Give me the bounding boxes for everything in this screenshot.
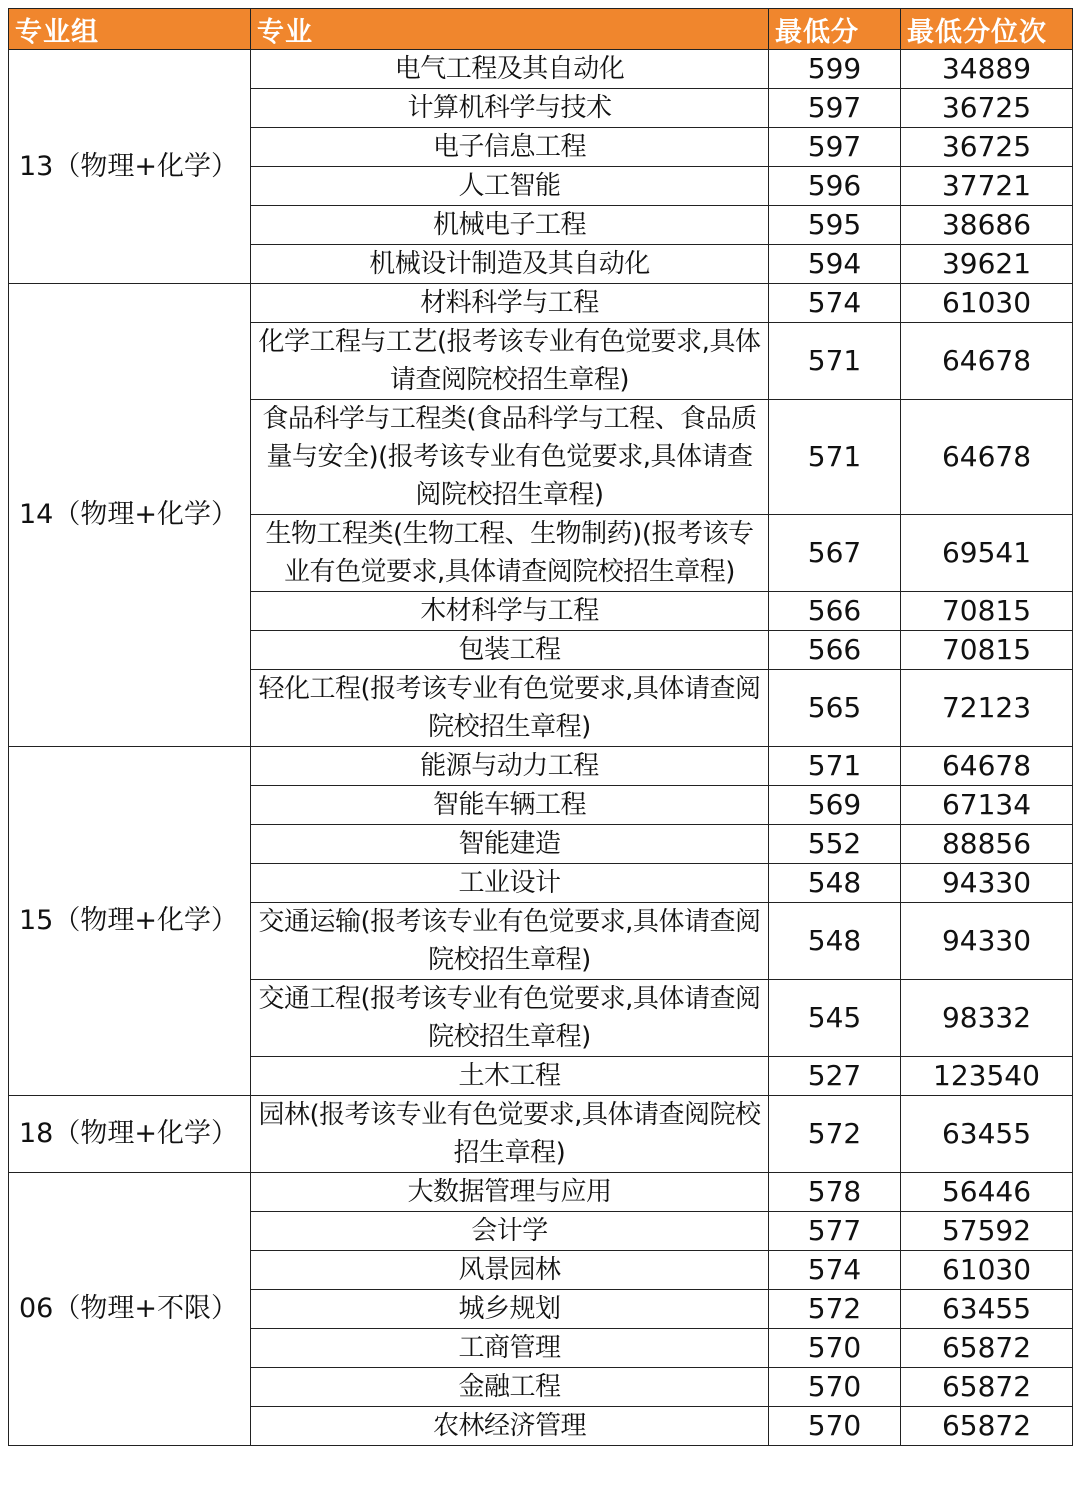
major-cell: 大数据管理与应用 xyxy=(251,1173,769,1212)
min-score-cell: 597 xyxy=(769,89,901,128)
major-cell: 园林(报考该专业有色觉要求,具体请查阅院校招生章程) xyxy=(251,1096,769,1173)
major-cell: 食品科学与工程类(食品科学与工程、食品质量与安全)(报考该专业有色觉要求,具体请查阅院校招生章程) xyxy=(251,400,769,515)
group-cell: 15（物理+化学） xyxy=(9,747,251,1096)
major-cell: 智能车辆工程 xyxy=(251,786,769,825)
min-score-cell: 570 xyxy=(769,1329,901,1368)
major-cell: 人工智能 xyxy=(251,167,769,206)
major-cell: 交通工程(报考该专业有色觉要求,具体请查阅院校招生章程) xyxy=(251,980,769,1057)
min-rank-cell: 64678 xyxy=(901,747,1073,786)
min-rank-cell: 70815 xyxy=(901,631,1073,670)
min-score-cell: 596 xyxy=(769,167,901,206)
min-score-cell: 567 xyxy=(769,515,901,592)
major-cell: 工业设计 xyxy=(251,864,769,903)
min-score-cell: 527 xyxy=(769,1057,901,1096)
table-row xyxy=(9,747,1073,786)
min-rank-cell: 64678 xyxy=(901,400,1073,515)
min-score-cell: 578 xyxy=(769,1173,901,1212)
min-rank-cell: 88856 xyxy=(901,825,1073,864)
min-rank-cell: 63455 xyxy=(901,1290,1073,1329)
major-cell: 能源与动力工程 xyxy=(251,747,769,786)
min-score-cell: 548 xyxy=(769,903,901,980)
min-rank-cell: 67134 xyxy=(901,786,1073,825)
min-rank-cell: 65872 xyxy=(901,1368,1073,1407)
min-rank-cell: 94330 xyxy=(901,864,1073,903)
group-cell: 06（物理+不限） xyxy=(9,1173,251,1446)
major-cell: 轻化工程(报考该专业有色觉要求,具体请查阅院校招生章程) xyxy=(251,670,769,747)
group-cell: 14（物理+化学） xyxy=(9,284,251,747)
min-score-cell: 548 xyxy=(769,864,901,903)
min-rank-cell: 98332 xyxy=(901,980,1073,1057)
header-row xyxy=(9,9,1073,50)
table-header xyxy=(9,9,1073,50)
table-row xyxy=(9,284,1073,323)
min-score-cell: 565 xyxy=(769,670,901,747)
min-score-cell: 594 xyxy=(769,245,901,284)
table-row xyxy=(9,1173,1073,1212)
major-cell: 土木工程 xyxy=(251,1057,769,1096)
min-score-cell: 569 xyxy=(769,786,901,825)
major-cell: 生物工程类(生物工程、生物制药)(报考该专业有色觉要求,具体请查阅院校招生章程) xyxy=(251,515,769,592)
min-score-cell: 552 xyxy=(769,825,901,864)
min-rank-cell: 38686 xyxy=(901,206,1073,245)
major-cell: 木材科学与工程 xyxy=(251,592,769,631)
min-rank-cell: 70815 xyxy=(901,592,1073,631)
major-cell: 金融工程 xyxy=(251,1368,769,1407)
min-score-cell: 572 xyxy=(769,1290,901,1329)
min-rank-cell: 69541 xyxy=(901,515,1073,592)
major-cell: 会计学 xyxy=(251,1212,769,1251)
major-cell: 电气工程及其自动化 xyxy=(251,50,769,89)
major-cell: 机械设计制造及其自动化 xyxy=(251,245,769,284)
min-rank-cell: 36725 xyxy=(901,128,1073,167)
min-score-cell: 571 xyxy=(769,323,901,400)
major-cell: 机械电子工程 xyxy=(251,206,769,245)
min-rank-cell: 61030 xyxy=(901,1251,1073,1290)
min-score-cell: 599 xyxy=(769,50,901,89)
min-rank-cell: 36725 xyxy=(901,89,1073,128)
min-rank-cell: 64678 xyxy=(901,323,1073,400)
min-rank-cell: 65872 xyxy=(901,1407,1073,1446)
min-score-cell: 566 xyxy=(769,592,901,631)
major-cell: 材料科学与工程 xyxy=(251,284,769,323)
min-score-cell: 595 xyxy=(769,206,901,245)
min-rank-cell: 65872 xyxy=(901,1329,1073,1368)
min-score-cell: 570 xyxy=(769,1407,901,1446)
min-score-cell: 597 xyxy=(769,128,901,167)
min-score-cell: 571 xyxy=(769,747,901,786)
major-cell: 包装工程 xyxy=(251,631,769,670)
table-row xyxy=(9,50,1073,89)
min-rank-cell: 34889 xyxy=(901,50,1073,89)
admission-score-table xyxy=(8,8,1073,1446)
header-major: 专业 xyxy=(251,9,769,50)
min-score-cell: 572 xyxy=(769,1096,901,1173)
min-rank-cell: 37721 xyxy=(901,167,1073,206)
table-row xyxy=(9,1096,1073,1173)
header-min-score: 最低分 xyxy=(769,9,901,50)
major-cell: 计算机科学与技术 xyxy=(251,89,769,128)
min-score-cell: 571 xyxy=(769,400,901,515)
group-cell: 18（物理+化学） xyxy=(9,1096,251,1173)
min-score-cell: 545 xyxy=(769,980,901,1057)
min-rank-cell: 57592 xyxy=(901,1212,1073,1251)
header-min-rank: 最低分位次 xyxy=(901,9,1073,50)
table-body xyxy=(9,50,1073,1446)
min-rank-cell: 94330 xyxy=(901,903,1073,980)
major-cell: 工商管理 xyxy=(251,1329,769,1368)
min-rank-cell: 63455 xyxy=(901,1096,1073,1173)
min-rank-cell: 61030 xyxy=(901,284,1073,323)
min-score-cell: 574 xyxy=(769,1251,901,1290)
major-cell: 电子信息工程 xyxy=(251,128,769,167)
min-score-cell: 570 xyxy=(769,1368,901,1407)
header-group: 专业组 xyxy=(9,9,251,50)
major-cell: 城乡规划 xyxy=(251,1290,769,1329)
min-score-cell: 566 xyxy=(769,631,901,670)
min-rank-cell: 123540 xyxy=(901,1057,1073,1096)
major-cell: 化学工程与工艺(报考该专业有色觉要求,具体请查阅院校招生章程) xyxy=(251,323,769,400)
min-rank-cell: 39621 xyxy=(901,245,1073,284)
min-rank-cell: 72123 xyxy=(901,670,1073,747)
min-rank-cell: 56446 xyxy=(901,1173,1073,1212)
major-cell: 交通运输(报考该专业有色觉要求,具体请查阅院校招生章程) xyxy=(251,903,769,980)
major-cell: 智能建造 xyxy=(251,825,769,864)
min-score-cell: 577 xyxy=(769,1212,901,1251)
min-score-cell: 574 xyxy=(769,284,901,323)
major-cell: 农林经济管理 xyxy=(251,1407,769,1446)
group-cell: 13（物理+化学） xyxy=(9,50,251,284)
major-cell: 风景园林 xyxy=(251,1251,769,1290)
